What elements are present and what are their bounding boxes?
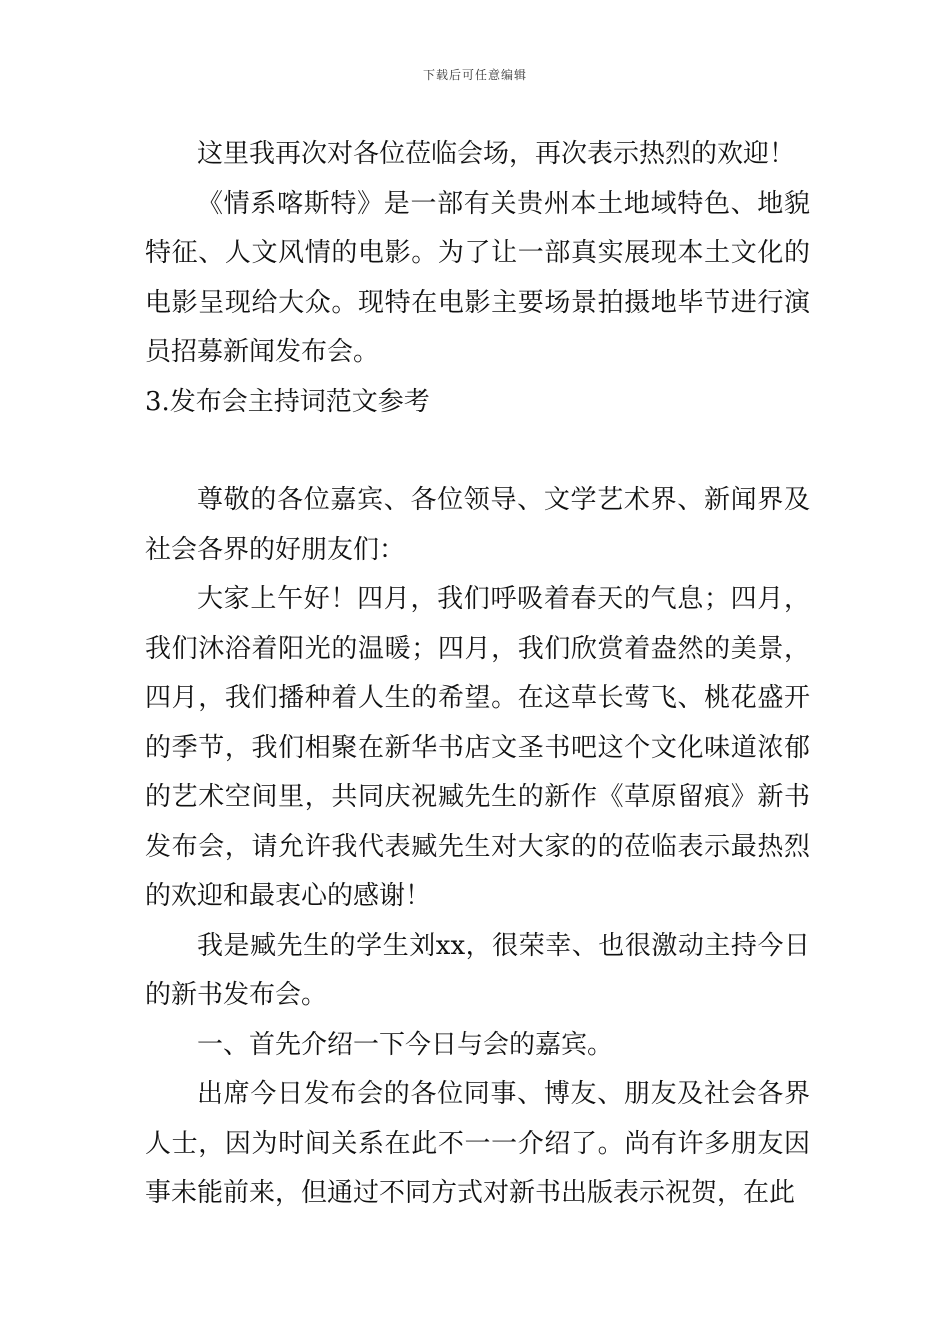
paragraph-greeting: 大家上午好！四月，我们呼吸着春天的气息；四月，我们沐浴着阳光的温暖；四月，我们欣赏着盎然的美景，四月，我们播种着人生的希望。在这草长莺飞、桃花盛开的季节，我们相聚在新华书店文圣书吧这个文化味道浓郁的艺术空间里，共同庆祝臧先生的新作《草原留痕》新书发布会，请允许我代表臧先生对大家的的莅临表示最热烈的欢迎和最衷心的感谢！ xyxy=(145,584,810,911)
paragraph-film-intro: 《情系喀斯特》是一部有关贵州本土地域特色、地貌特征、人文风情的电影。为了让一部真实展现本土文化的电影呈现给大众。现特在电影主要场景拍摄地毕节进行演员招募新闻发布会。 xyxy=(145,188,810,367)
paragraph-host-intro: 我是臧先生的学生刘xx，很荣幸、也很激动主持今日的新书发布会。 xyxy=(145,930,810,1010)
paragraph-welcome: 这里我再次对各位莅临会场，再次表示热烈的欢迎！ xyxy=(197,139,796,169)
paragraph-salutation: 尊敬的各位嘉宾、各位领导、文学艺术界、新闻界及社会各界的好朋友们： xyxy=(145,485,810,565)
page-header: 下载后可任意编辑 xyxy=(422,68,527,82)
document-body xyxy=(145,130,810,1219)
section-heading: 3.发布会主持词范文参考 xyxy=(145,386,430,417)
blank-line xyxy=(145,427,810,476)
paragraph-guests-heading: 一、首先介绍一下今日与会的嘉宾。 xyxy=(197,1029,614,1060)
paragraph-guests: 出席今日发布会的各位同事、博友、朋友及社会各界人士，因为时间关系在此不一一介绍了。尚有许多朋友因事未能前来，但通过不同方式对新书出版表示祝贺，在此 xyxy=(145,1079,810,1208)
